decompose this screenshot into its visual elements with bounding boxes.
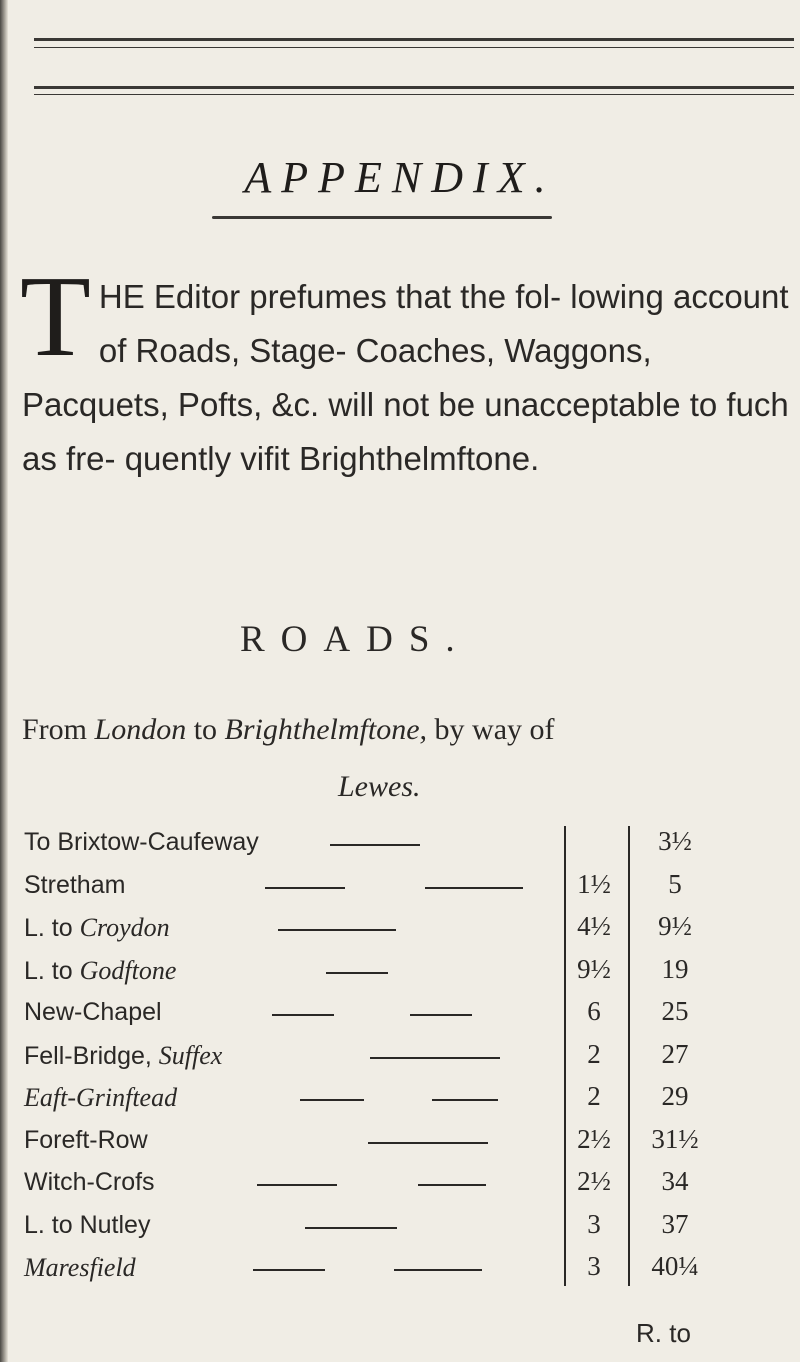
row-place: New-Chapel — [24, 998, 162, 1026]
row-stage-miles: 4½ — [577, 911, 611, 941]
section-title: ROADS. — [240, 619, 471, 660]
leader-rule — [265, 887, 345, 889]
row-stage-miles: 2½ — [577, 1123, 611, 1154]
table-row — [24, 1083, 177, 1117]
top-rule-thin — [34, 94, 794, 95]
heading-underline — [212, 216, 552, 219]
intro-paragraph — [20, 253, 790, 486]
row-place-italic: Maresfield — [24, 1253, 136, 1282]
leader-rule — [278, 929, 396, 931]
row-stage-miles: 3 — [587, 1208, 601, 1239]
leader-rule — [257, 1184, 337, 1186]
table-row — [24, 956, 176, 990]
table-row — [24, 1253, 136, 1287]
table-row — [24, 1126, 148, 1160]
row-total-miles: 37 — [661, 1208, 689, 1239]
row-total-miles: 25 — [661, 996, 689, 1026]
route-from: From — [22, 713, 88, 746]
leader-rule — [326, 972, 388, 974]
table-row — [24, 828, 259, 862]
leader-rule — [272, 1014, 334, 1016]
row-place: L. to — [24, 956, 73, 985]
route-origin: London — [94, 713, 187, 746]
top-rule — [34, 38, 794, 41]
row-total-miles: 9½ — [658, 911, 692, 941]
leader-rule — [330, 844, 420, 846]
top-rule — [34, 86, 794, 89]
table-column-rule — [628, 826, 630, 1286]
row-place: L. to Nutley — [24, 1210, 151, 1239]
row-total-miles: 40¼ — [651, 1251, 699, 1281]
table-row — [24, 871, 125, 905]
leader-rule — [394, 1269, 482, 1271]
leader-rule — [410, 1014, 472, 1016]
route-line — [22, 713, 792, 747]
route-via: by way of — [434, 713, 555, 746]
row-place-italic: Eaft-Grinftead — [24, 1083, 178, 1112]
leader-rule — [370, 1057, 500, 1059]
drop-cap: T — [20, 253, 91, 381]
row-stage-miles — [568, 826, 620, 860]
leader-rule — [432, 1099, 498, 1101]
table-row — [24, 1041, 222, 1075]
row-place: Witch-Crofs — [24, 1168, 155, 1196]
catchword: R. to — [636, 1318, 691, 1348]
row-total-miles: 29 — [661, 1081, 689, 1111]
leader-rule — [425, 887, 523, 889]
row-total-miles: 34 — [661, 1166, 689, 1196]
row-place-italic: Godftone — [79, 955, 177, 985]
table-row — [24, 1168, 155, 1202]
leader-rule — [305, 1227, 397, 1229]
row-total-miles: 5 — [668, 868, 682, 899]
row-place-italic: Croydon — [79, 913, 170, 942]
row-total-miles: 31½ — [651, 1123, 699, 1154]
row-stage-miles: 1½ — [577, 868, 611, 899]
leader-rule — [300, 1099, 364, 1101]
table-row — [24, 1211, 150, 1245]
row-place: L. to — [24, 914, 73, 942]
route-destination: Brighthelmftone, — [224, 713, 428, 746]
row-total-miles: 19 — [661, 953, 689, 984]
row-place-italic: Suffex — [158, 1040, 223, 1070]
row-stage-miles: 2 — [587, 1081, 601, 1111]
row-stage-miles: 2 — [587, 1038, 601, 1069]
row-stage-miles: 2½ — [577, 1166, 611, 1196]
page-binding-edge — [0, 0, 8, 1362]
intro-text: HE Editor prefumes that the fol- lowing account of Roads, Stage- Coaches, Waggons, Pacquets, Pofts, &c. will not be unacceptable to fuch as fre- quently vifit Brighthelmftone. — [22, 278, 789, 477]
route-via-place: Lewes. — [338, 770, 421, 803]
page-heading: APPENDIX. — [244, 153, 556, 202]
row-stage-miles: 9½ — [577, 953, 611, 984]
row-place: Fell-Bridge, — [24, 1041, 152, 1070]
table-column-rule — [564, 826, 566, 1286]
row-place: Foreft-Row — [24, 1125, 148, 1154]
table-row — [24, 913, 170, 947]
row-total-miles: 27 — [661, 1038, 689, 1069]
leader-rule — [253, 1269, 325, 1271]
row-place: Stretham — [24, 870, 126, 899]
leader-rule — [418, 1184, 486, 1186]
route-to: to — [193, 713, 218, 746]
leader-rule — [368, 1142, 488, 1144]
top-rule-thin — [34, 47, 794, 48]
row-total-miles: 3½ — [658, 826, 692, 856]
row-place: To Brixtow-Caufeway — [24, 828, 259, 856]
table-row — [24, 998, 162, 1032]
row-stage-miles: 6 — [587, 996, 601, 1026]
row-stage-miles: 3 — [587, 1251, 601, 1281]
